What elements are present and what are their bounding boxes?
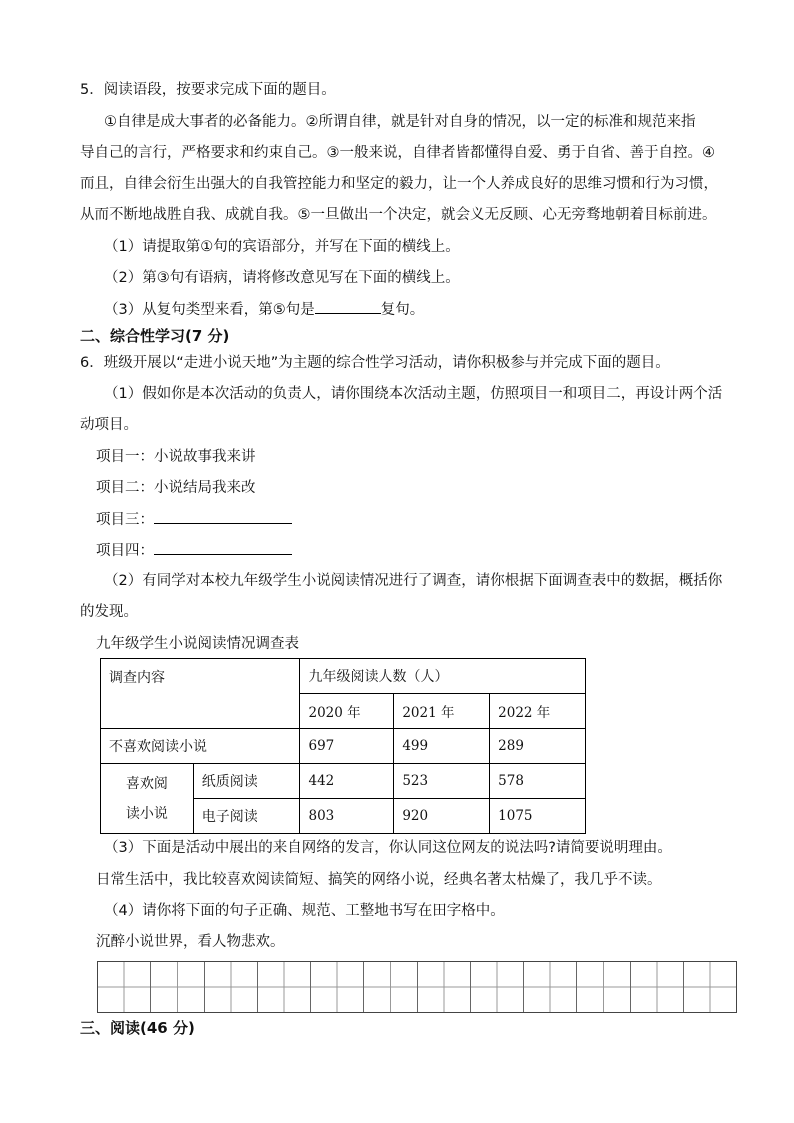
- like-group-label: [101, 764, 194, 834]
- survey-table: [100, 658, 586, 834]
- grid-cell[interactable]: [311, 962, 364, 1012]
- grid-cell[interactable]: [471, 962, 524, 1012]
- q6-sub1-line-1: （1）假如你是本次活动的负责人，请你围绕本次活动主题，仿照项目一和项目二，再设计两个活: [104, 386, 723, 402]
- row-label-dislike: 不喜欢阅读小说: [101, 729, 300, 764]
- grid-cell[interactable]: [418, 962, 471, 1012]
- table-row: [101, 729, 586, 764]
- project-3-blank[interactable]: [154, 509, 292, 524]
- q5-paragraph-line-2: 导自己的言行，严格要求和约束自己。③一般来说，自律者皆都懂得自爱、勇于自省、善于自控。④: [80, 145, 715, 161]
- row-label-paper: 纸质阅读: [193, 764, 300, 799]
- digital-2020: 803: [300, 799, 394, 834]
- grid-cell[interactable]: [151, 962, 204, 1012]
- q5-sub-question-1: （1）请提取第①句的宾语部分，并写在下面的横线上。: [104, 239, 460, 255]
- q5-paragraph-line-4: 从而不断地战胜自我、成就自我。⑤一旦做出一个决定，就会义无反顾、心无旁骛地朝着目标前进。: [80, 207, 717, 223]
- grid-cell[interactable]: [684, 962, 736, 1012]
- paper-2022: 578: [490, 764, 586, 799]
- digital-2021: 920: [394, 799, 490, 834]
- grid-cell[interactable]: [631, 962, 684, 1012]
- project-4: [96, 540, 292, 561]
- header-reader-count: 九年级阅读人数（人）: [300, 659, 586, 694]
- q5-sub3-suffix: 复句。: [380, 302, 425, 318]
- dislike-2021: 499: [394, 729, 490, 764]
- section-2-heading: 二、综合性学习(7 分): [80, 327, 230, 345]
- q6-sub2-line-2: 的发现。: [80, 604, 138, 620]
- year-2020: 2020 年: [300, 694, 394, 729]
- q6-sub-question-4: （4）请你将下面的句子正确、规范、工整地书写在田字格中。: [104, 903, 505, 919]
- tianzige-grid[interactable]: [97, 961, 737, 1013]
- q5-sub-question-2: （2）第③句有语病，请将修改意见写在下面的横线上。: [104, 270, 460, 286]
- project-3-label: 项目三：: [96, 512, 154, 528]
- copy-sentence: 沉醉小说世界，看人物悲欢。: [96, 934, 285, 950]
- q6-sub1-line-2: 动项目。: [80, 417, 138, 433]
- q6-sub-question-3: （3）下面是活动中展出的来自网络的发言，你认同这位网友的说法吗?请简要说明理由。: [104, 840, 672, 856]
- q6-sub2-line-1: （2）有同学对本校九年级学生小说阅读情况进行了调查，请你根据下面调查表中的数据，概括你: [104, 573, 723, 589]
- q5-paragraph-line-3: 而且，自律会衍生出强大的自我管控能力和坚定的毅力，让一个人养成良好的思维习惯和行为习惯，: [80, 176, 718, 192]
- like-group-line-2: 读小说: [125, 805, 168, 822]
- q5-paragraph-line-1: ①自律是成大事者的必备能力。②所谓自律，就是针对自身的情况，以一定的标准和规范来指: [104, 114, 696, 130]
- project-4-label: 项目四：: [96, 543, 154, 559]
- table-row: [101, 659, 586, 694]
- row-label-digital: 电子阅读: [193, 799, 300, 834]
- header-survey-content: 调查内容: [101, 659, 300, 729]
- table-row: [101, 764, 586, 799]
- project-1: 项目一：小说故事我来讲: [96, 449, 256, 465]
- digital-2022: 1075: [490, 799, 586, 834]
- grid-cell[interactable]: [364, 962, 417, 1012]
- grid-cell[interactable]: [524, 962, 577, 1012]
- q6-title: 6．班级开展以“走进小说天地”为主题的综合性学习活动，请你积极参与并完成下面的题目。: [80, 355, 670, 371]
- dislike-2022: 289: [490, 729, 586, 764]
- project-4-blank[interactable]: [154, 540, 292, 555]
- q5-title: 5．阅读语段，按要求完成下面的题目。: [80, 82, 336, 98]
- netizen-quote: 日常生活中，我比较喜欢阅读简短、搞笑的网络小说，经典名著太枯燥了，我几乎不读。: [96, 872, 662, 888]
- table-title: 九年级学生小说阅读情况调查表: [96, 636, 299, 652]
- paper-2021: 523: [394, 764, 490, 799]
- year-2021: 2021 年: [394, 694, 490, 729]
- year-2022: 2022 年: [490, 694, 586, 729]
- like-group-line-1: 喜欢阅: [125, 775, 168, 792]
- q5-sub-question-3: [104, 299, 424, 320]
- project-3: [96, 509, 292, 530]
- q5-sub3-prefix: （3）从复句类型来看，第⑤句是: [104, 302, 315, 318]
- grid-cell[interactable]: [205, 962, 258, 1012]
- grid-cell[interactable]: [258, 962, 311, 1012]
- project-2: 项目二：小说结局我来改: [96, 480, 256, 496]
- grid-cell[interactable]: [577, 962, 630, 1012]
- answer-blank[interactable]: [315, 299, 381, 314]
- section-3-heading: 三、阅读(46 分): [80, 1019, 195, 1037]
- grid-cell[interactable]: [98, 962, 151, 1012]
- paper-2020: 442: [300, 764, 394, 799]
- dislike-2020: 697: [300, 729, 394, 764]
